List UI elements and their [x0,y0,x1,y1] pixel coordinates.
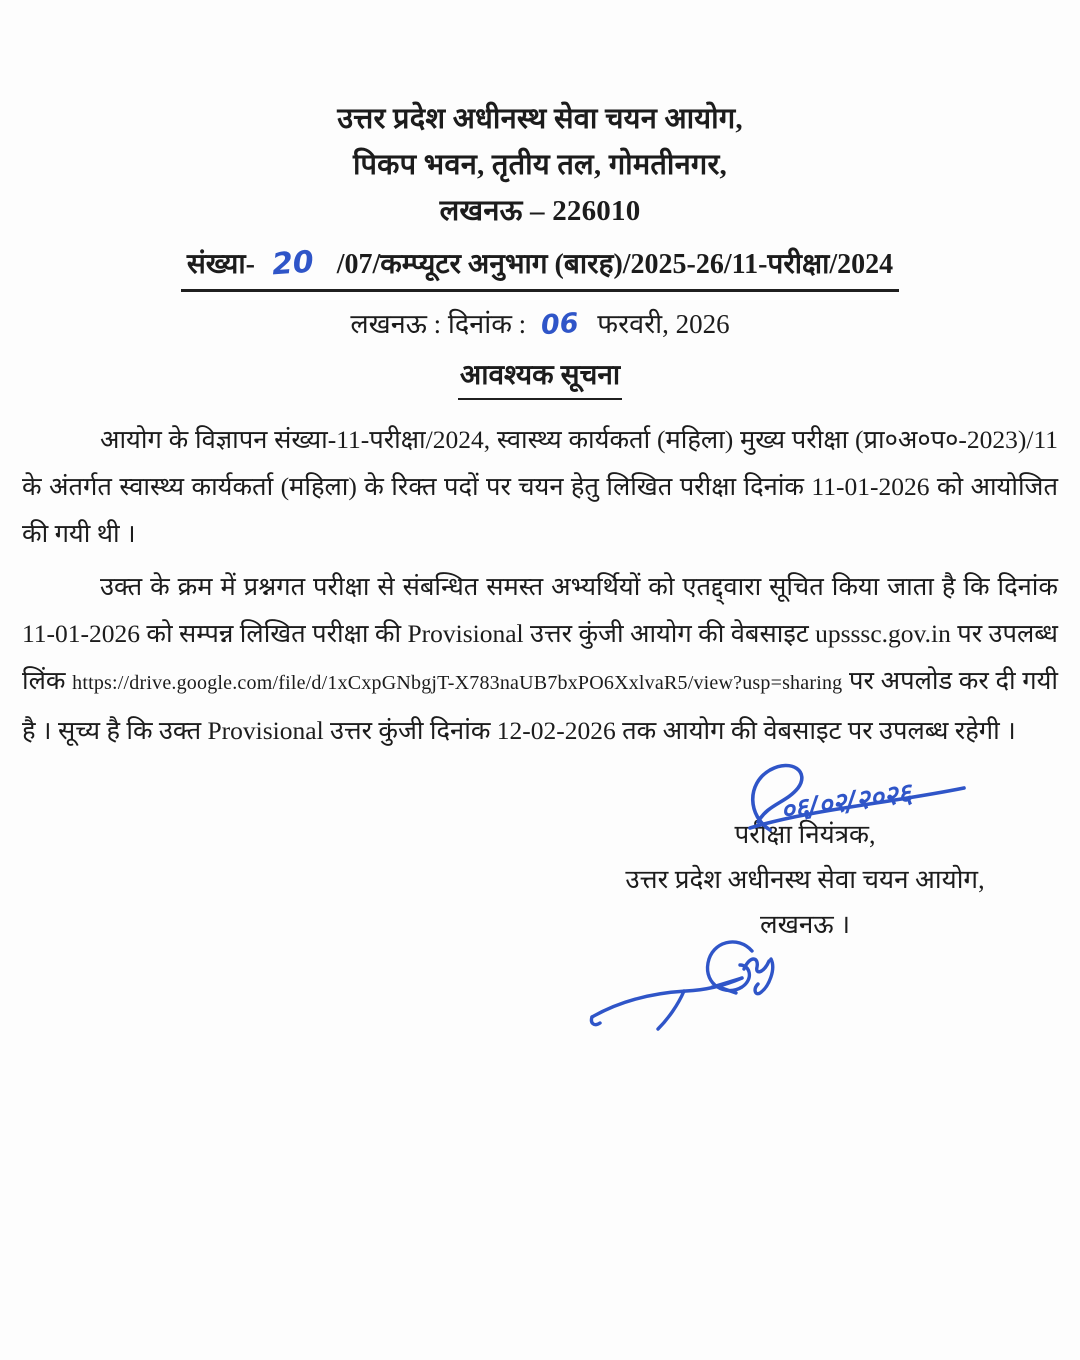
header-org-name: उत्तर प्रदेश अधीनस्थ सेवा चयन आयोग, [337,103,743,135]
header-address: पिकप भवन, तृतीय तल, गोमतीनगर, [353,149,727,181]
handwritten-reference-number: 20 [270,244,315,283]
reference-number-line [22,244,1058,292]
handwritten-initials-right [696,931,801,1006]
notice-heading-text: आवश्यक सूचना [458,355,622,400]
signature-block [580,777,1030,1037]
signatory-place: लखनऊ । [759,910,851,939]
initials-left-descender [658,991,684,1029]
date-line [22,304,1058,341]
handwritten-signature-date: ०६/०२/२०२६ [778,777,914,827]
paragraph-2-after-link: पर अपलोड कर दी गयी है । सूच्य है कि उक्त Provisional उत्तर कुंजी दिनांक 12-02-2026 तक आयोग की वेबसाइट पर उपलब्ध रहेगी । [22,666,1059,745]
paragraph-2-before-link: उक्त के क्रम में प्रश्नगत परीक्षा से संबन्धित समस्त अभ्यर्थियों को एतद्द्वारा सूचित किया जाता है कि दिनांक 11-01-2026 को सम्पन्न लिखित परीक्षा की Provisional उत्तर कुंजी आयोग की वेबसाइट upsssc.gov.in पर उपलब्ध लिंक [22,572,1058,695]
drive-link-url: https://drive.google.com/file/d/1xCxpGNbgjT-X783naUB7bxPO6XxlvaR5/view?usp=sharing [72,672,843,694]
date-line-suffix: फरवरी, 2026 [597,309,730,339]
date-line-prefix: लखनऊ : दिनांक : [350,309,527,339]
notice-heading [22,355,1058,400]
reference-label: संख्या- [186,249,255,280]
reference-number-underlined [181,244,899,292]
reference-number-text: /07/कम्प्यूटर अनुभाग (बारह)/2025-26/11-परीक्षा/2024 [336,249,894,280]
signatory-organization: उत्तर प्रदेश अधीनस्थ सेवा चयन आयोग, [625,865,985,894]
handwritten-day: 06 [539,307,580,342]
paragraph-2 [22,563,1058,754]
header-city-pincode: लखनऊ – 226010 [439,195,641,227]
paragraph-1: आयोग के विज्ञापन संख्या-11-परीक्षा/2024, स्वास्थ्य कार्यकर्ता (महिला) मुख्य परीक्षा (प्रा०अ०प०-2023)/11 के अंतर्गत स्वास्थ्य कार्यकर्ता (महिला) के रिक्त पदों पर चयन हेतु लिखित परीक्षा दिनांक 11-01-2026 को आयोजित की गयी थी । [22,425,1058,548]
signatory-designation: परीक्षा नियंत्रक, [734,820,876,849]
handwritten-initials-row [580,941,1030,1037]
